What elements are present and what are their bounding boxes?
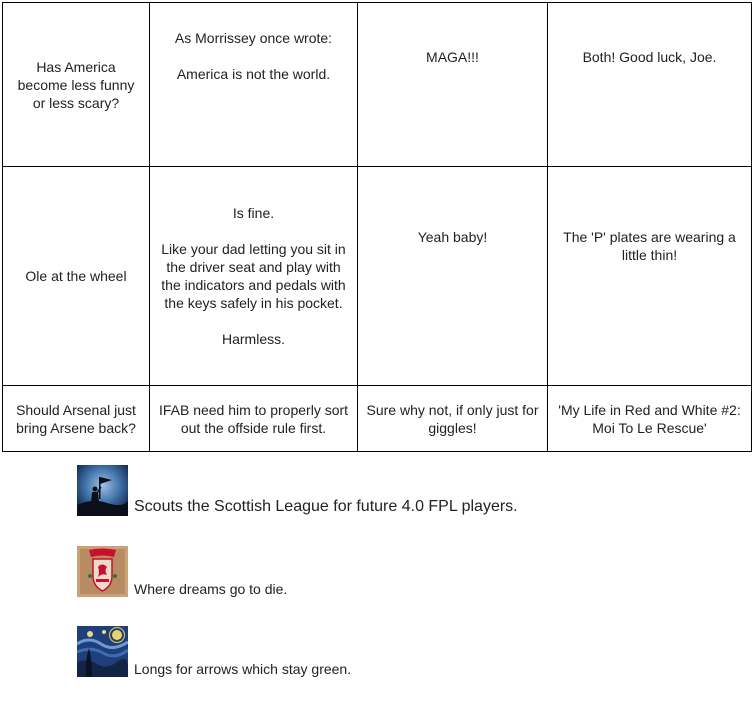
badge-row bbox=[77, 546, 287, 597]
badge-row bbox=[77, 626, 351, 677]
silhouette-flag-avatar-icon bbox=[77, 465, 128, 516]
table-cell: 'My Life in Red and White #2: Moi To Le Rescue' bbox=[548, 386, 752, 452]
badge-caption: Longs for arrows which stay green. bbox=[134, 661, 352, 677]
table-cell: Ole at the wheel bbox=[3, 167, 150, 386]
badge-caption: Scouts the Scottish League for future 4.0 FPL players. bbox=[134, 498, 518, 515]
table-cell: The 'P' plates are wearing a little thin! bbox=[548, 167, 752, 386]
table-cell: Sure why not, if only just for giggles! bbox=[358, 386, 548, 452]
comparison-table bbox=[2, 2, 752, 452]
starry-night-avatar-icon bbox=[77, 626, 128, 677]
badge-caption: Where dreams go to die. bbox=[134, 581, 288, 597]
table-cell: Yeah baby! bbox=[358, 167, 548, 386]
table-row bbox=[3, 167, 752, 386]
table-cell: Should Arsenal just bring Arsene back? bbox=[3, 386, 150, 452]
table-cell: Has America become less funny or less scary? bbox=[3, 3, 150, 167]
badge-row bbox=[77, 465, 518, 516]
table-row bbox=[3, 386, 752, 452]
table-cell: IFAB need him to properly sort out the offside rule first. bbox=[150, 386, 358, 452]
table-row bbox=[3, 3, 752, 167]
table-cell: Is fine. Like your dad letting you sit in the driver seat and play with the indicators and pedals with the keys safely in his pocket. Harmless. bbox=[150, 167, 358, 386]
table-cell: Both! Good luck, Joe. bbox=[548, 3, 752, 167]
table-cell: As Morrissey once wrote: America is not the world. bbox=[150, 3, 358, 167]
table-cell: MAGA!!! bbox=[358, 3, 548, 167]
liverpool-crest-avatar-icon bbox=[77, 546, 128, 597]
